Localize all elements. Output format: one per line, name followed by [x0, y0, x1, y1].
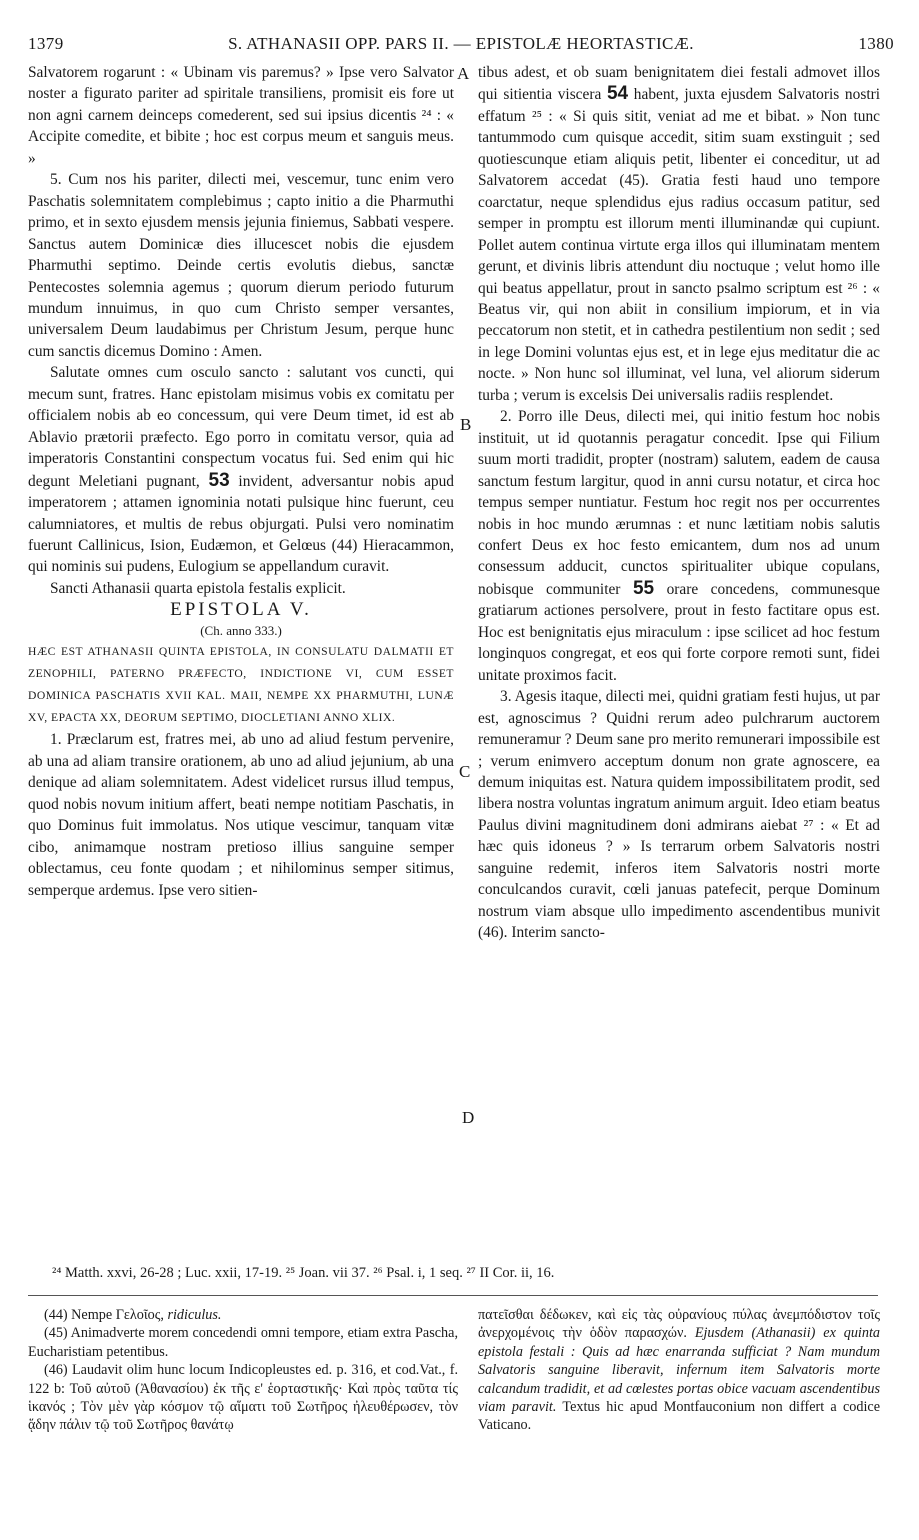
paragraph: 1. Præclarum est, fratres mei, ab uno ad aliud festum pervenire, ab una ad aliam transire orationem, ab uno ad aliud jejunium, ab una denique ad aliam solemnitatem. Adest videlicet rursus illud tempus, quod nobis novum initium affert, beati nempe notitiam Paschatis, in quo Dominus fuit immolatus. Nos utique vescimur, tanquam vitæ cibo, animamque nostram pretioso illius sanguine semper oblectamus, ceu fonte quodam ; et nihilominus semper sitimus, semperque ardemus. Ipse vero sitien-	[28, 731, 454, 899]
footnotes-left	[28, 1306, 458, 1435]
paragraph-text: Salutate omnes cum osculo sancto : salutant vos cuncti, qui mecum sunt, fratres. Hanc epistolam misimus vobis ex comitatu per officialem nobis ab eo concessum, qui vere Deum timet, id est ab Ablavio prætorii præfecto. Ego porro in comitatu versor, quia ad imperatoris Constantini conspectum vocatus fui. Sed enim qui hic degunt Meletiani pugnant,	[28, 364, 454, 490]
footnote-divider	[28, 1295, 878, 1296]
paragraph: 5. Cum nos his pariter, dilecti mei, vescemur, tunc enim vero Paschatis solemnitatem complebimus ; capto initio a die Pharmuthi primo, et in sexto ejusdem mensis jejunia finiemus, Sabbati vespere. Sanctus autem Dominicæ dies illucescet nobis die ejusdem Pharmuthi septimo. Deinde certis evolutis diebus, sanctæ Pentecostes solemnia agemus ; quorum dierum periodo futurum mundum innuimus, in quo cum Christo semper versantes, universalem Deum laudabimus per Christum Jesum, perque hunc cum sanctis dicemus Domino : Amen.	[28, 171, 454, 360]
column-number-marker: 55	[632, 577, 655, 599]
left-column	[28, 62, 454, 901]
paragraph-text: invident, adversantur nobis apud imperatorem ; attamen ignominia notati pulsique hinc fuerunt, ceu calumniatores, et multis de rebus objurgati. Pulsi vero nominatim fuerunt Callinicus, Ision, Eudæmon, et Gelœus (44) Hieracammon, qui nominis sui pudens, Eulogium se appellandum curavit.	[28, 472, 454, 576]
paragraph	[478, 62, 880, 406]
latin-translation: Ejusdem (Athanasii) ex quinta epistola festali : Quis ad hæc enarranda sufficiat ? Nam mundum Salvatoris sanguine liberavit, infernum item Salvatoris morte calcandum tradidit, et ad cœlestes portas obice vacuam ascendentibus viam paravit.	[478, 1325, 880, 1416]
margin-letter-a: A	[457, 64, 470, 83]
right-column	[478, 62, 880, 944]
paragraph-text: tibus adest, et ob suam benignitatem diei festali admovet illos qui sitientia viscera	[478, 64, 880, 104]
paragraph: 3. Agesis itaque, dilecti mei, quidni gratiam festi hujus, ut par est, agnoscimus ? Quidni rerum adeo pulchrarum auctorem remuneramur ? Deum sane pro merito remunerari impossibile est ; verum enimvero acceptum donum non grate agnoscere, ea demum iniquitas est. Natura quidem impossibilitatem prodit, sed libera nostra voluntas ingratum animum arguit. Ideo etiam beatus Paulus divini magnitudinem doni admirans aiebat ²⁷ : « Et ad hæc quis idoneus ? » Is terrarum orbem Salvatoris nostri sanguine redemit, inferos item Salvatoris nostri morte conculcandos curavit, cœli januas patefecit, perque Dominum nostrum viam absque ullo impedimento ascendentibus munivit (46). Interim sancto-	[478, 688, 880, 942]
epistle-summary: HÆC EST ATHANASII QUINTA EPISTOLA, IN CONSULATU DALMATII ET ZENOPHILI, PATERNO PRÆFECTO, INDICTIONE VI, CUM ESSET DOMINICA PASCHATIS XVII KAL. MAII, NEMPE XX PHARMUTHI, LUNÆ XV, EPACTA XX, DEORUM SEPTIMO, DIOCLETIANI ANNO XLIX.	[28, 645, 454, 725]
column-number-marker: 54	[606, 83, 629, 105]
paragraph-text: orare concedens, communesque gratiarum actiones persolvere, prout in festo factitare opus est. Hoc est benignitatis ejus miraculum : ipse scilicet ad hoc festum longinquos congregat, et eos qui forte corpore remoti sunt, fidei unitate proximos facit.	[478, 580, 881, 684]
paragraph-text: 2. Porro ille Deus, dilecti mei, qui initio festum hoc nobis instituit, ut id quotannis peragatur concedit. Ipse qui Filium suum morti tradidit, propter (nostram) salutem, eadem de causa sanctum festum largitur, quod in anni cursu notatur, et circa hoc tempus semper nuntiatur. Festum hoc regit nos per occurrentes nobis in hoc mundo ærumnas : et nunc lætitiam nobis salutis confert Deus ex hoc festo emicantem, dum nos ad unum consessum adducit, cunctos spiritualiter ubique copulans, nobisque communiter	[478, 408, 880, 598]
footnote-text-italic: ridiculus.	[167, 1307, 222, 1323]
scripture-references: ²⁴ Matth. xxvi, 26-28 ; Luc. xxii, 17-19. ²⁵ Joan. vii 37. ²⁶ Psal. i, 1 seq. ²⁷ II Cor. ii, 16.	[52, 1265, 555, 1281]
greek-text: πατεῖσθαι δέδωκεν, καὶ εἰς τὰς οὐρανίους πύλας ἀνεμπόδιστον τοῖς ἀνερχομένοις τὴν ὁδὸν παρασχών.	[478, 1307, 880, 1342]
margin-letter-b: B	[460, 415, 472, 434]
margin-letter-d: D	[462, 1108, 475, 1127]
footnote-46: (46) Laudavit olim hunc locum Indicopleustes ed. p. 316, et cod.Vat., f. 122 b: Τοῦ αὐτοῦ (Ἀθανασίου) ἐκ τῆς ε' ἑορταστικῆς· Καὶ πρὸς ταῦτα τίς ἱκανός ; Τὸν μὲν γὰρ κόσμον τῷ αἵματι τοῦ Σωτῆρος ἠλευθέρωσεν, τὸν ᾅδην πάλιν τῷ τοῦ Σωτῆρος θανάτῳ	[28, 1362, 458, 1434]
epistle-date: (Ch. anno 333.)	[200, 623, 282, 639]
explicit-line: Sancti Athanasii quarta epistola festalis explicit.	[50, 579, 346, 597]
footnote-text: Textus hic apud Montfauconium non differt a codice Vaticano.	[478, 1399, 881, 1434]
footnote-44	[28, 1306, 458, 1324]
margin-letter-c: C	[459, 762, 471, 781]
paragraph	[478, 406, 880, 686]
running-header	[28, 34, 894, 56]
column-number-marker: 53	[208, 469, 230, 491]
footnotes-right	[478, 1306, 880, 1435]
running-title: S. ATHANASII OPP. PARS II. — EPISTOLÆ HEORTASTICÆ.	[228, 34, 694, 53]
paragraph-text: habent, juxta ejusdem Salvatoris nostri effatum ²⁵ : « Si quis sitit, veniat ad me et bibat. » Non tunc tantummodo cum quisque accedit, sitim suam exstinguit ; sed quotiescunque etiam aliquis petit, libenter ei conceditur, ut ad Salvatorem accedat (45). Gratia festi haud uno tempore coarctatur, neque splendidus ejus radius occasum patitur, sed semper in promptu est illorum menti illuminandæ qui cupiunt. Pollet autem continua virtute erga illos qui illuminatam mentem gerunt, et divinis libris attendunt diu noctuque ; velut homo ille qui beatus appellatur, prout in sancto psalmo scriptum est ²⁶ : « Beatus vir, qui non abiit in consilium impiorum, et in via peccatorum non stetit, et in cathedra pestilentium non sedit ; sed in lege Domini voluntas ejus est, et in lege ejus meditatur die ac nocte. » Non hunc sol illuminat, vel luna, vel aliorum siderum turba ; verum is excelsis Dei universalis radiis resplendet.	[478, 86, 880, 404]
footnote-continuation	[478, 1306, 880, 1435]
right-page-number: 1380	[858, 34, 894, 53]
left-page-number: 1379	[28, 34, 64, 53]
paragraph	[28, 362, 454, 578]
paragraph: Salvatorem rogarunt : « Ubinam vis paremus? » Ipse vero Salvator noster a figurato pariter ad spiritale transiliens, promisit eis fore ut non agni carnem deinceps comederent, sed sui ipsius dicentis ²⁴ : « Accipite comedite, et bibite ; hoc est corpus meum et sanguis meus. »	[28, 64, 454, 167]
epistle-title: EPISTOLA V.	[170, 599, 312, 621]
footnote-text: (44) Nempe Γελοῖος,	[44, 1307, 168, 1323]
footnote-45: (45) Animadverte morem concedendi omni tempore, etiam extra Pascha, Eucharistiam petentibus.	[28, 1325, 458, 1360]
